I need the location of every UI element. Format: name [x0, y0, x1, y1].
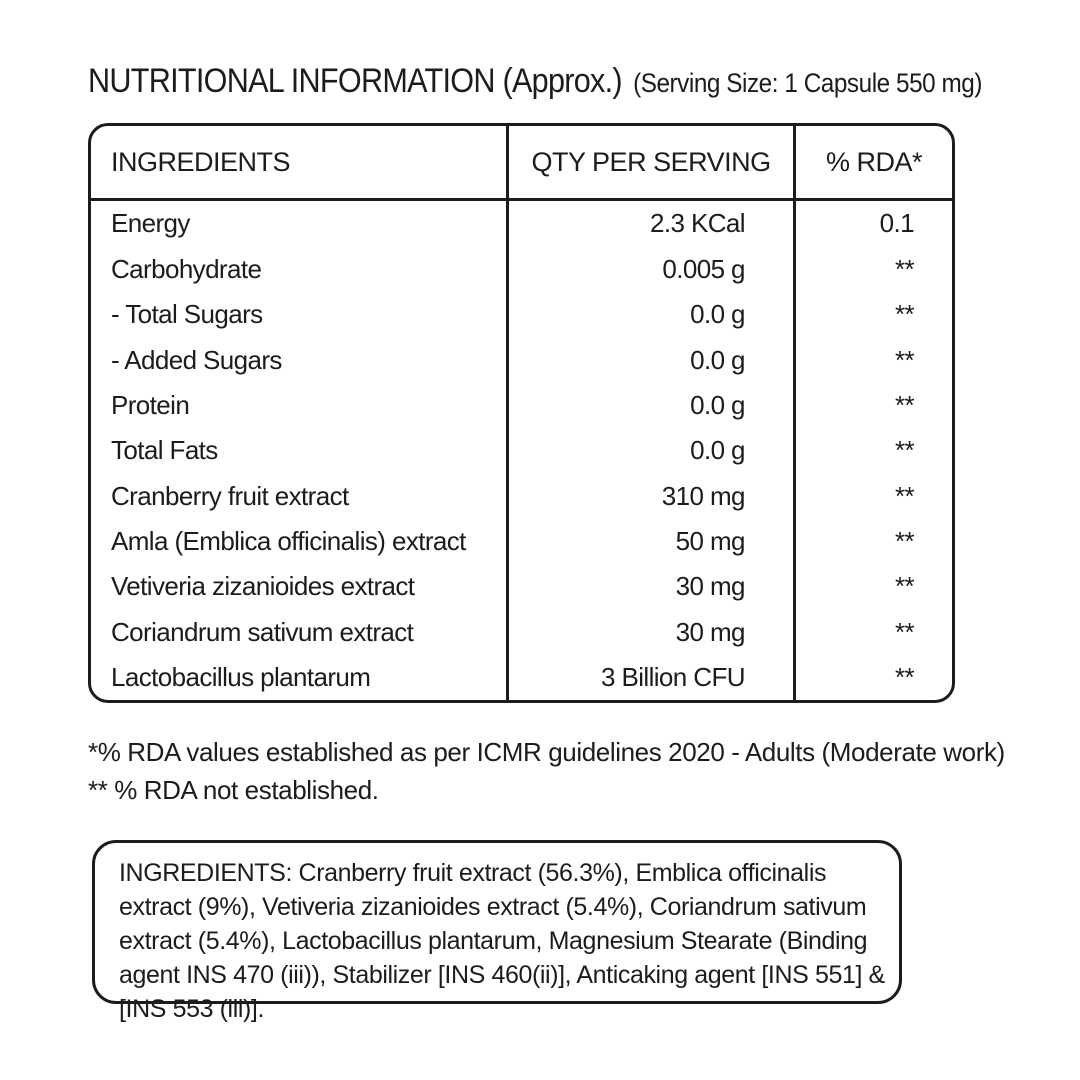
title-text: NUTRITIONAL INFORMATION (Approx.) [88, 62, 622, 100]
ingredient-qty: 3 Billion CFU [508, 655, 795, 700]
table-row [91, 609, 952, 654]
footnote-rda-established: *% RDA values established as per ICMR guidelines 2020 - Adults (Moderate work) [88, 737, 1005, 767]
ingredient-qty: 0.005 g [508, 247, 795, 292]
ingredient-qty: 30 mg [508, 564, 795, 609]
ingredient-name: Vetiveria zizanioides extract [111, 571, 415, 602]
ingredient-rda: ** [794, 292, 952, 337]
ingredient-name: Total Fats [111, 435, 218, 466]
ingredient-name: Coriandrum sativum extract [111, 616, 414, 647]
column-header-ingredients: INGREDIENTS [91, 126, 508, 200]
column-header-qty-per-serving: QTY PER SERVING [508, 126, 795, 200]
ingredient-rda: ** [794, 519, 952, 564]
table-row [91, 247, 952, 292]
ingredient-rda: ** [794, 383, 952, 428]
serving-size-text: (Serving Size: 1 Capsule 550 mg) [633, 68, 983, 98]
ingredient-rda: ** [794, 337, 952, 382]
ingredient-qty: 30 mg [508, 609, 795, 654]
ingredient-name: Energy [111, 208, 190, 239]
ingredient-rda: 0.1 [794, 200, 952, 247]
table-row [91, 383, 952, 428]
table-row [91, 564, 952, 609]
ingredient-rda: ** [794, 473, 952, 518]
table-row [91, 473, 952, 518]
ingredient-qty: 0.0 g [508, 337, 795, 382]
ingredient-name: Carbohydrate [111, 254, 262, 285]
ingredient-rda: ** [794, 247, 952, 292]
ingredient-rda: ** [794, 655, 952, 700]
table-row [91, 337, 952, 382]
ingredient-name: Protein [111, 389, 190, 420]
nutrition-table [88, 123, 955, 703]
ingredient-qty: 2.3 KCal [508, 200, 795, 247]
rda-footnotes [88, 733, 1005, 809]
table-row [91, 292, 952, 337]
ingredient-name: Cranberry fruit extract [111, 480, 349, 511]
ingredient-qty: 0.0 g [508, 292, 795, 337]
ingredient-qty: 0.0 g [508, 383, 795, 428]
column-header-rda: % RDA* [794, 126, 952, 200]
page-title [88, 62, 982, 101]
ingredient-qty: 50 mg [508, 519, 795, 564]
ingredient-qty: 0.0 g [508, 428, 795, 473]
ingredient-qty: 310 mg [508, 473, 795, 518]
ingredient-rda: ** [794, 428, 952, 473]
table-row [91, 519, 952, 564]
ingredient-rda: ** [794, 564, 952, 609]
table-row [91, 655, 952, 700]
ingredient-name: Amla (Emblica officinalis) extract [111, 525, 466, 556]
table-row [91, 200, 952, 247]
ingredients-list-text: INGREDIENTS: Cranberry fruit extract (56.3%), Emblica officinalis extract (9%), Vetiveria zizanioides extract (5.4%), Coriandrum sativum extract (5.4%), Lactobacillus plantarum, Magnesium Stearate (Binding agent INS 470 (iii)), Stabilizer [INS 460(ii)], Anticaking agent [INS 551] & [INS 553 (iii)]. [119, 859, 885, 1023]
table-header-row [91, 126, 952, 200]
table-row [91, 428, 952, 473]
ingredient-name: Lactobacillus plantarum [111, 661, 371, 692]
footnote-rda-not-established: ** % RDA not established. [88, 775, 379, 805]
ingredients-box [92, 840, 902, 1023]
ingredient-rda: ** [794, 609, 952, 654]
ingredient-name: - Total Sugars [111, 299, 263, 330]
ingredient-name: - Added Sugars [111, 344, 282, 375]
